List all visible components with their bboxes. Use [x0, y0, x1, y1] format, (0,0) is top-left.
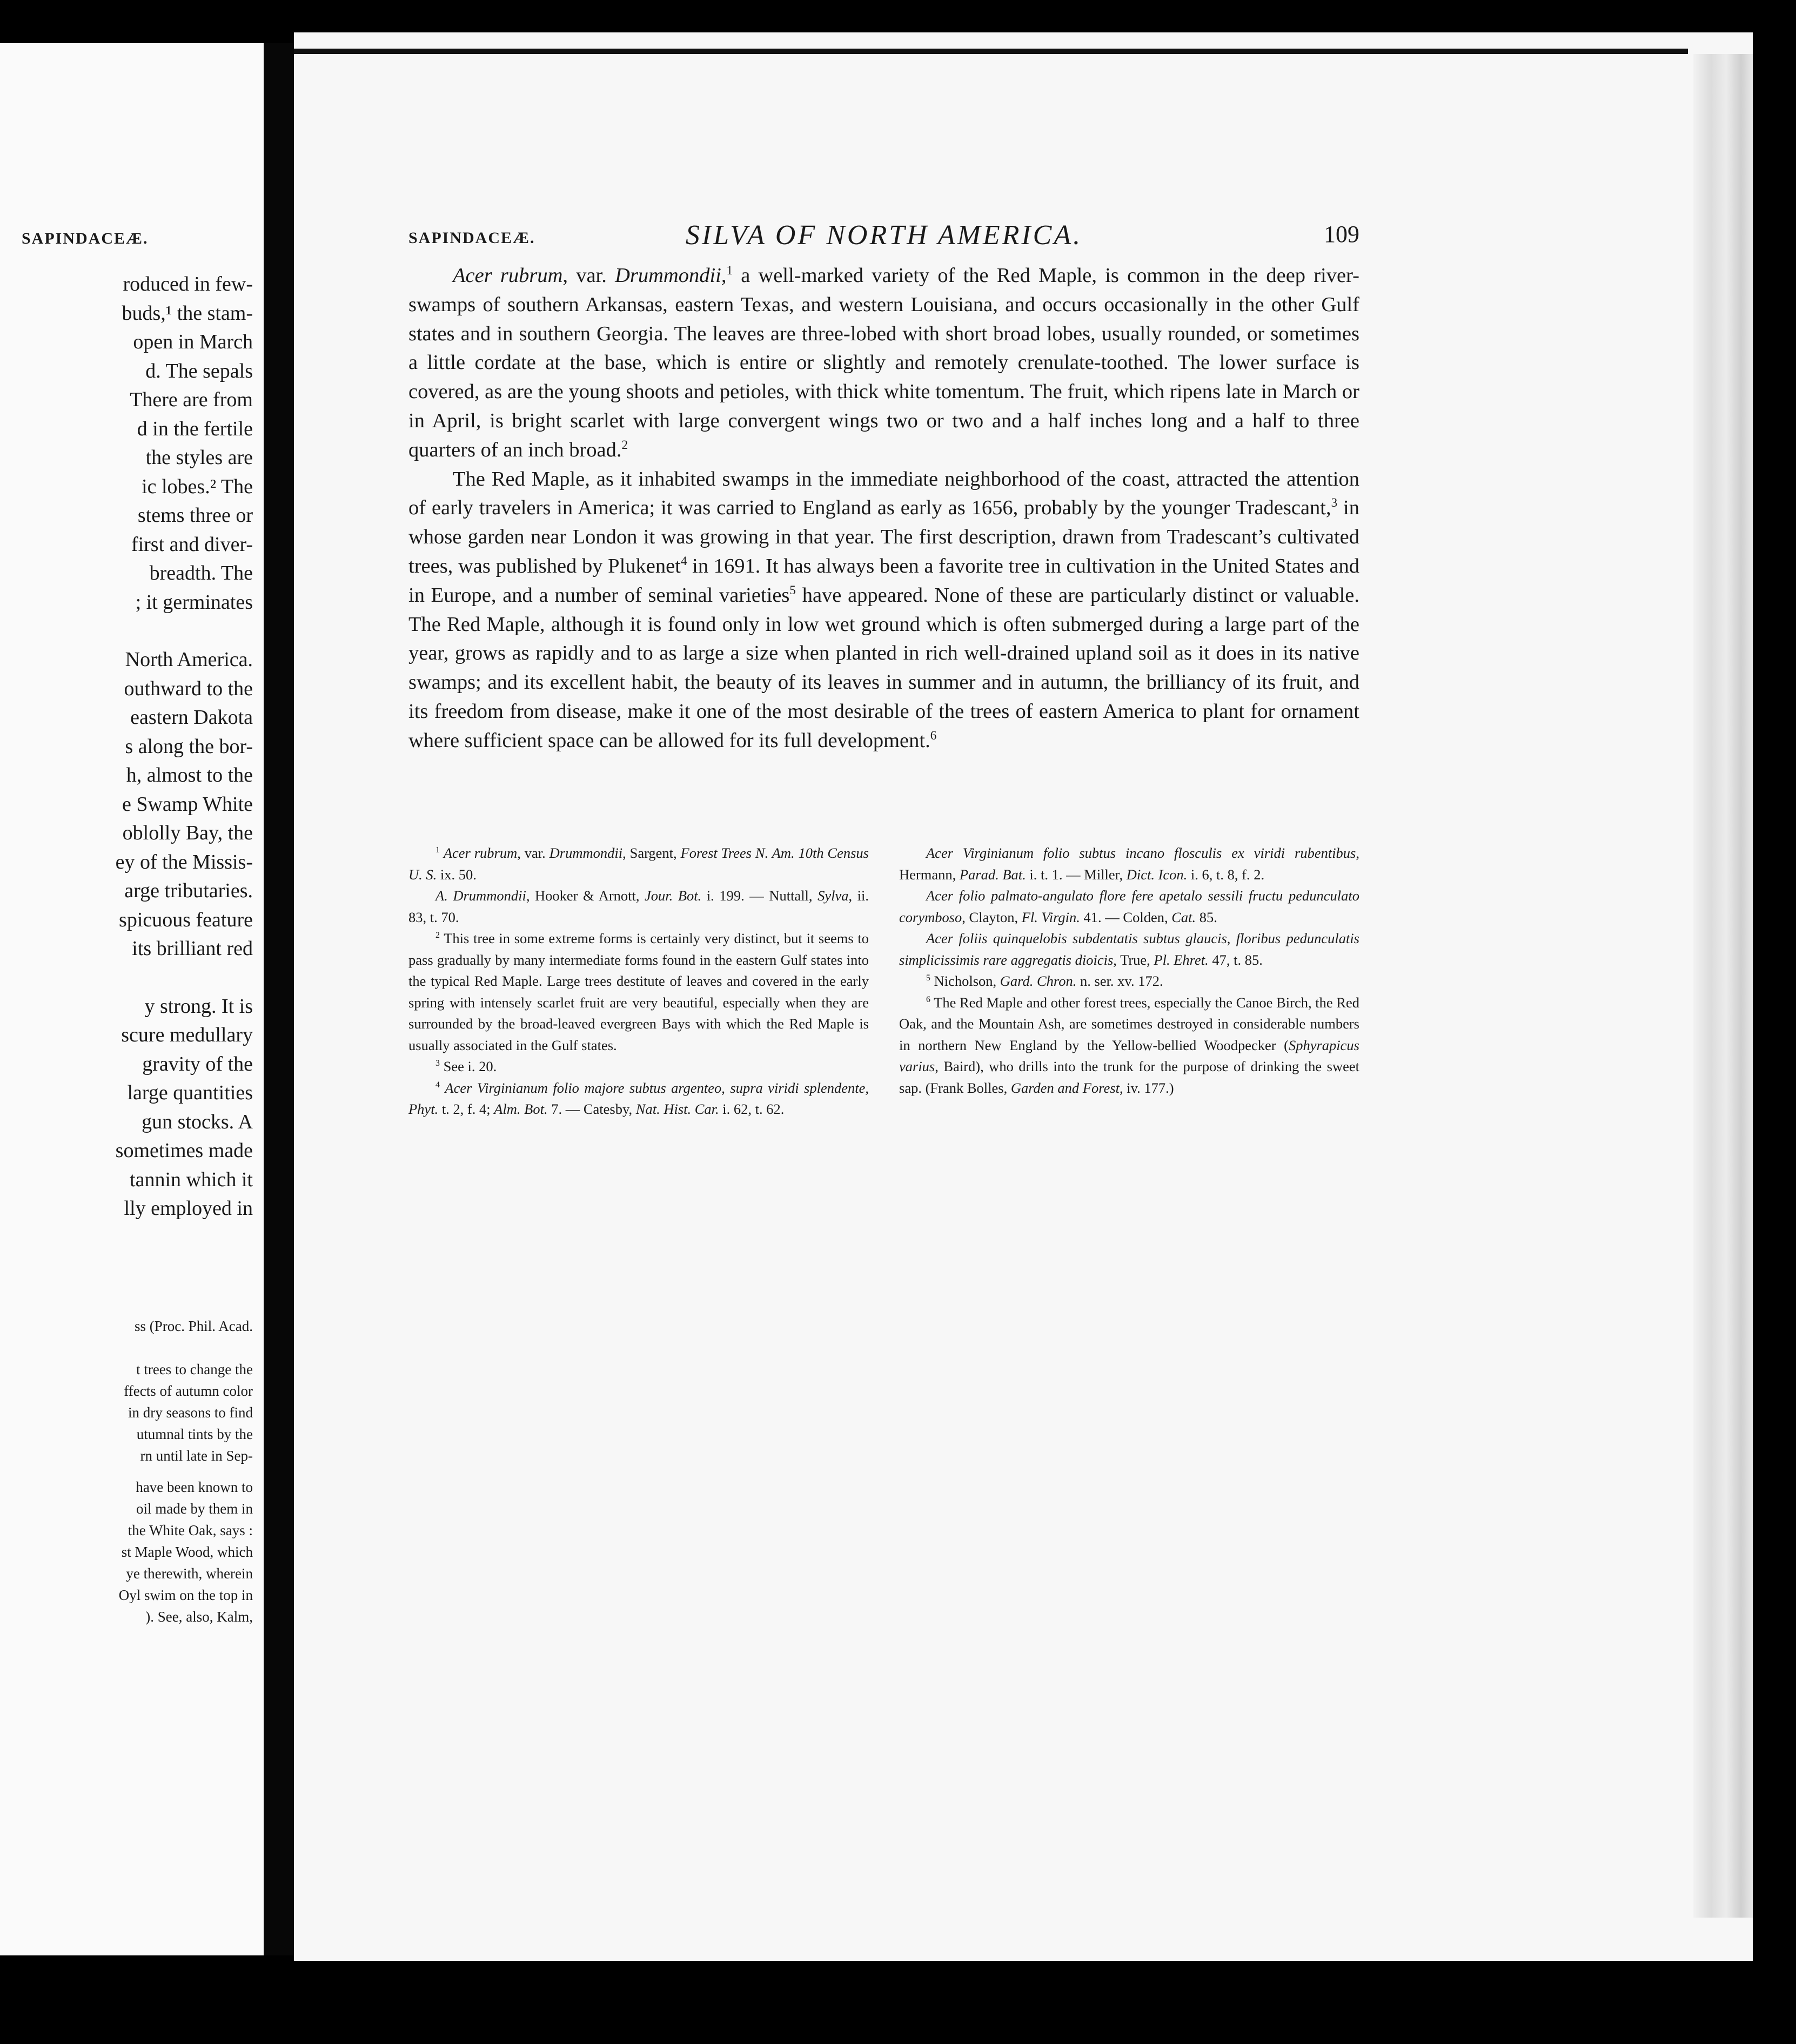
paragraph-history — [408, 465, 1359, 756]
text-line: the styles are — [145, 446, 253, 469]
text-run: i. 62, t. 62. — [719, 1101, 785, 1117]
left-page-footnotes — [0, 1315, 253, 1628]
text-run: Acer rubrum — [443, 845, 518, 861]
text-line: lly employed in — [124, 1197, 253, 1220]
scan-border — [294, 1961, 1753, 2004]
text-run: i. 199. — Nuttall, — [701, 887, 818, 904]
text-run: , Hooker & Arnott, — [526, 887, 645, 904]
variety-name: Drummondii, — [615, 264, 727, 287]
text-run: i. 6, t. 8, f. 2. — [1187, 866, 1265, 883]
footnotes-right-column — [899, 843, 1359, 1120]
text-run: Dict. Icon. — [1126, 866, 1188, 883]
footnotes-left-column — [408, 843, 869, 1120]
species-name: Acer rubrum — [453, 264, 563, 287]
text-run: Forest Trees N. Am. 10th Census U. S. — [408, 845, 869, 883]
text-run: , Baird), who drills into the trunk for the purpose of drinking the sweet sap. (Frank Bolles, — [899, 1058, 1359, 1096]
text-run: , True, — [1113, 951, 1154, 968]
text-line: spicuous feature — [119, 908, 253, 931]
text-line: its brilliant red — [132, 937, 253, 960]
text-line: There are from — [130, 388, 253, 411]
footnote-ref: 1 — [726, 263, 733, 278]
text-run: , var. — [517, 845, 549, 861]
footnote-mark: 3 — [435, 1059, 440, 1068]
text-line: ; it germinates — [135, 590, 253, 614]
note-gap — [0, 1337, 253, 1359]
footnote-line: in dry seasons to find — [128, 1404, 253, 1421]
text-line: e Swamp White — [122, 792, 253, 816]
footnote-line: st Maple Wood, which — [121, 1544, 253, 1560]
text-run: 47, t. 85. — [1208, 951, 1263, 968]
text-line: gun stocks. A — [142, 1110, 253, 1133]
book-gutter — [264, 43, 294, 1955]
text-run: Sphyrapicus varius — [899, 1037, 1359, 1074]
left-running-head: SAPINDACEÆ. — [22, 230, 149, 247]
text-line: ey of the Missis- — [115, 850, 253, 873]
text-run: have appeared. None of these are particularly distinct or valuable. The Red Maple, although it is found only in low wet ground which is often submerged during a large part of the year, grows as rapidly and to as large a size when planted in rich well-drained upland soil as it does in its native swamps; and its excellent habit, the beauty of its leaves in summer and in autumn, the brilliancy of its fruit, and its freedom from disease, make it one of the most desirable of the trees of eastern America to plant for ornament where sufficient space can be allowed for its full development. — [408, 583, 1359, 752]
note-gap — [0, 1467, 253, 1476]
previous-page-fragment — [0, 43, 264, 1955]
footnote-5 — [899, 971, 1359, 992]
footnote-ref: 6 — [930, 728, 937, 742]
text-line: ic lobes.² The — [142, 475, 253, 498]
paragraph-gap — [0, 964, 253, 992]
text-line: y strong. It is — [144, 994, 253, 1018]
text-line: eastern Dakota — [130, 706, 253, 729]
text-line: h, almost to the — [126, 764, 253, 786]
text-line: sometimes made — [115, 1139, 253, 1162]
text-run: The Red Maple and other forest trees, especially the Canoe Birch, the Red Oak, and the Mountain Ash, are sometimes destroyed in considerable numbers in northern New England by the Yellow-bellied Woodpecker ( — [899, 994, 1359, 1053]
footnote-line: utumnal tints by the — [136, 1426, 253, 1442]
text-run: Drummondii — [549, 845, 623, 861]
footnote-line: have been known to — [136, 1479, 253, 1495]
footnote-mark: 2 — [435, 931, 440, 940]
footnote-1 — [408, 843, 869, 885]
text-line: tannin which it — [130, 1168, 253, 1191]
text-run: Pl. Ehret. — [1154, 951, 1209, 968]
paragraph-drummondii — [408, 261, 1359, 465]
text-run: , Hermann, — [899, 845, 1359, 883]
text-run: Sylva — [817, 887, 849, 904]
footnote-ref: 3 — [1331, 495, 1338, 510]
text-run: Acer folio palmato-angulato flore fere apetalo sessili fructu pedunculato corymboso — [899, 887, 1359, 925]
text-run: Nat. Hist. Car. — [635, 1101, 719, 1117]
footnote-line: oil made by them in — [136, 1501, 253, 1517]
footnote-ref: 4 — [680, 554, 687, 568]
footnote-line: the White Oak, says : — [128, 1522, 253, 1538]
text-line: buds,¹ the stam- — [122, 301, 253, 325]
text-line: stems three or — [137, 504, 253, 527]
text-run: ix. 50. — [437, 866, 477, 883]
page-edge-stack — [1693, 54, 1753, 1918]
footnote-ref: 2 — [621, 437, 628, 452]
text-run: i. t. 1. — Miller, — [1026, 866, 1127, 883]
footnote-line: Oyl swim on the top in — [118, 1587, 253, 1603]
text-line: arge tributaries. — [124, 879, 253, 902]
footnote-4 — [408, 1078, 869, 1120]
page-number: 109 — [1324, 221, 1359, 247]
text-run: Alm. Bot. — [494, 1101, 548, 1117]
text-line: roduced in few- — [123, 273, 253, 295]
paragraph-gap — [0, 617, 253, 646]
footnote-mark: 4 — [435, 1080, 440, 1090]
text-run: Gard. Chron. — [1000, 973, 1077, 989]
body-text — [408, 261, 1359, 756]
text-line: scure medullary — [121, 1024, 253, 1046]
footnote-line: ye therewith, wherein — [126, 1565, 253, 1582]
text-run: Garden and Forest — [1010, 1079, 1120, 1096]
scan-border — [294, 49, 1688, 54]
text-run: t. 2, f. 4; — [438, 1101, 494, 1117]
page-title: SILVA OF NORTH AMERICA. — [685, 220, 1083, 251]
text-run: Cat. — [1171, 909, 1196, 925]
footnote-line: rn until late in Sep- — [140, 1448, 253, 1464]
text-run: Jour. Bot. — [645, 887, 702, 904]
text-run: Parad. Bat. — [959, 866, 1026, 883]
text-run: Fl. Virgin. — [1021, 909, 1080, 925]
text-line: gravity of the — [142, 1052, 253, 1075]
text-run: , Clayton, — [962, 909, 1022, 925]
text-run: in 1691. It has always been a favorite tree in cultivation in the United States and in Europe, and a number of seminal varieties — [408, 554, 1359, 607]
text-run: See i. 20. — [443, 1058, 497, 1074]
footnote-line: ). See, also, Kalm, — [145, 1609, 253, 1625]
text-line: open in March — [133, 331, 253, 353]
text-run: in whose garden near London it was growing in that year. The first description, drawn from Tradescant’s cultivated trees, was published by Plukenet — [408, 496, 1360, 577]
text-line: North America. — [125, 648, 253, 671]
running-head — [408, 216, 1359, 254]
footnote-mark: 1 — [435, 845, 440, 855]
text-run: Acer foliis quinquelobis subdentatis subtus glaucis, floribus pedunculatis simplicissimis rare aggregatis dioicis — [899, 930, 1359, 968]
footnote-mark: 5 — [926, 973, 930, 983]
text-run: The Red Maple, as it inhabited swamps in the immediate neighborhood of the coast, attracted the attention of early travelers in America; it was carried to England as early as 1656, probably by the younger Tradescant, — [408, 467, 1359, 520]
text-run: Acer Virginianum folio majore subtus argenteo, supra viridi splendente, Phyt. — [408, 1079, 869, 1117]
text-line: d. The sepals — [145, 359, 253, 382]
text-run: a well-marked variety of the Red Maple, is common in the deep river-swamps of southern Arkansas, eastern Texas, and western Louisiana, and occurs occasionally in the other Gulf states and in southern Georgia. The leaves are three-lobed with short broad lobes, usually rounded, or sometimes a little cordate at the base, which is entire or slightly and remotely crenulate-toothed. The lower surface is covered, as are the young shoots and petioles, with thick white tomentum. The fruit, which ripens late in March or in April, is bright scarlet with large convergent wings two or two and a half inches long and a half to three quarters of an inch broad. — [408, 264, 1359, 461]
text-line: first and diver- — [131, 533, 253, 556]
footnote-6 — [899, 992, 1359, 1099]
text-run: , ii. 83, t. 70. — [408, 887, 869, 925]
text-run: , var. — [562, 264, 615, 287]
text-run: , iv. 177.) — [1120, 1079, 1174, 1096]
text-run: A. Drummondii — [435, 887, 526, 904]
page — [294, 32, 1753, 2004]
footnote-3 — [408, 1056, 869, 1078]
text-run: Nicholson, — [934, 973, 1000, 989]
text-run: Acer Virginianum folio subtus incano flosculis ex viridi rubentibus — [926, 845, 1356, 861]
footnote-2 — [408, 928, 869, 1056]
text-run: 85. — [1196, 909, 1217, 925]
text-line: oblolly Bay, the — [122, 822, 253, 844]
footnote-line: ss (Proc. Phil. Acad. — [135, 1318, 253, 1334]
footnote-mark: 6 — [926, 994, 930, 1004]
footnote-line: t trees to change the — [136, 1361, 253, 1377]
section-label: SAPINDACEÆ. — [408, 229, 535, 247]
text-line: s along the bor- — [125, 735, 253, 758]
text-run: This tree in some extreme forms is certainly very distinct, but it seems to pass gradually by many intermediate forms found in the eastern Gulf states into the typical Red Maple. Large trees destitute of leaves and covered in the early spring with intensely scarlet fruit are very beautiful, especially when they are surrounded by the broad-leaved evergreen Bays with which the Red Maple is usually associated in the Gulf states. — [408, 930, 869, 1053]
text-line: breadth. The — [149, 562, 253, 584]
footnote-ref: 5 — [789, 582, 796, 597]
footnote-line: ffects of autumn color — [124, 1383, 253, 1399]
footnote-4-continued — [899, 885, 1359, 928]
left-page-text — [0, 270, 253, 1223]
text-run: n. ser. xv. 172. — [1076, 973, 1163, 989]
text-line: large quantities — [127, 1081, 253, 1104]
footnote-4-continued — [899, 928, 1359, 971]
text-run: 41. — Colden, — [1080, 909, 1172, 925]
footnote-1-continued — [408, 885, 869, 928]
text-run: , Sargent, — [622, 845, 681, 861]
footnotes — [408, 843, 1359, 1120]
text-run: 7. — Catesby, — [547, 1101, 636, 1117]
text-line: outhward to the — [124, 677, 253, 700]
footnote-4-continued — [899, 843, 1359, 885]
text-line: d in the fertile — [137, 417, 253, 440]
